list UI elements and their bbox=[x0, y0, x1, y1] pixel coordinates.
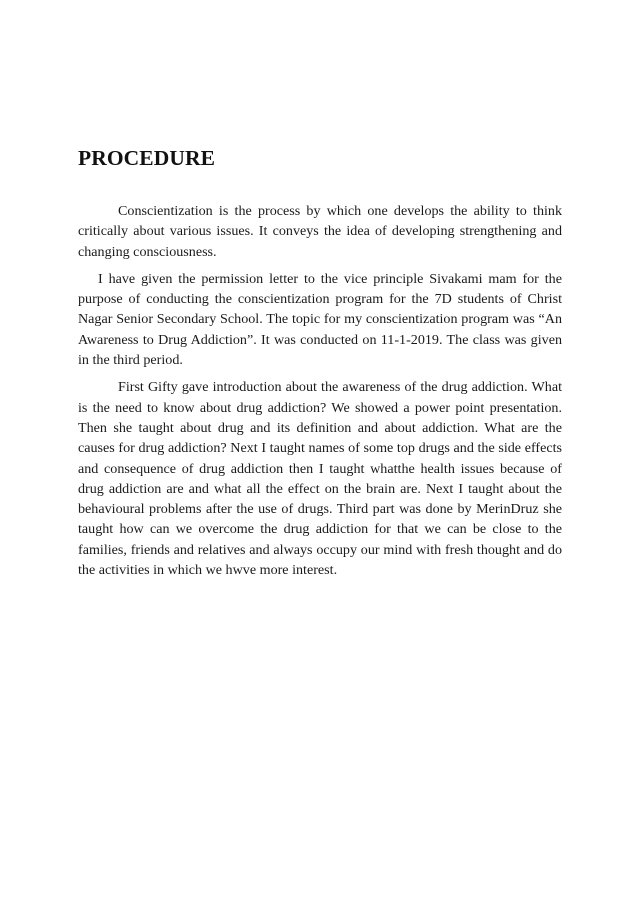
paragraph-program-details: I have given the permission letter to the vice principle Sivakami mam for the purpose of conducting the conscientization program for the 7D students of Christ Nagar Senior Secondary School. The topic for my conscientization program was “An Awareness to Drug Addiction”. It was conducted on 11-1-2019. The class was given in the third period. bbox=[78, 270, 562, 369]
paragraph-conscientization-definition: Conscientization is the process by which one develops the ability to think critically about various issues. It conveys the idea of developing strengthening and changing consciousness. bbox=[78, 203, 562, 260]
paragraph-session-procedure: First Gifty gave introduction about the awareness of the drug addiction. What is the need to know about drug addiction? We showed a power point presentation. Then she taught about drug and its definition and about addiction. What are the causes for drug addiction? Next I taught names of some top drugs and the side effects and consequence of drug addiction then I taught whatthe health issues because of drug addiction are and what all the effect on the brain are. Next I taught about the behavioural problems after the use of drugs. Third part was done by MerinDruz she taught how can we overcome the drug addiction for that we can be close to the families, friends and relatives and always occupy our mind with fresh thought and do the activities in which we hwve more interest. bbox=[78, 379, 562, 579]
page-title: PROCEDURE bbox=[78, 146, 216, 170]
page-content bbox=[78, 144, 562, 587]
